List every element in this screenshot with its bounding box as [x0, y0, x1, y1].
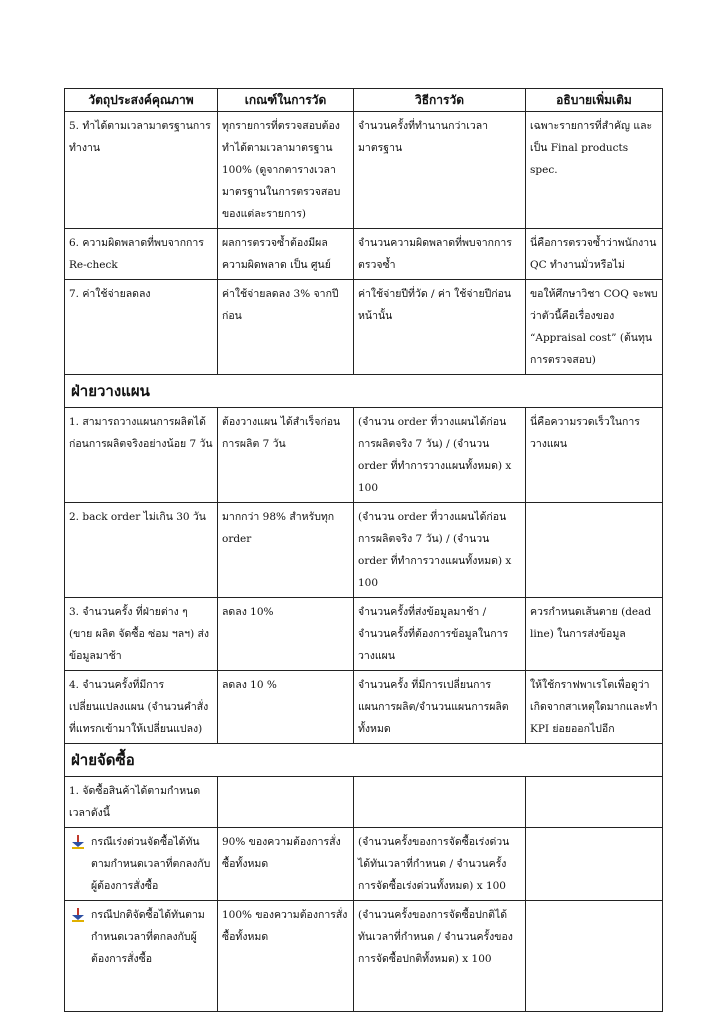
- cell-note: เฉพาะรายการที่สำคัญ และเป็น Final products spec.: [526, 112, 663, 229]
- cell-criteria: ลดลง 10%: [218, 598, 354, 671]
- table-row: [65, 503, 663, 598]
- cell-method: จำนวนความผิดพลาดที่พบจากการตรวจซ้ำ: [354, 229, 526, 280]
- bullet-arrow-icon: [71, 835, 85, 849]
- cell-method: จำนวนครั้ง ที่มีการเปลี่ยนการแผนการผลิต/จำนวนแผนการผลิตทั้งหมด: [354, 671, 526, 744]
- section-title-planning: ฝ่ายวางแผน: [65, 375, 663, 408]
- cell-method: [354, 777, 526, 828]
- section-row-planning: [65, 375, 663, 408]
- cell-method: ค่าใช้จ่ายปีที่วัด / ค่า ใช้จ่ายปีก่อนหน้านั้น: [354, 280, 526, 375]
- cell-note: ให้ใช้กราฟพาเรโตเพื่อดูว่าเกิดจากสาเหตุใดมากและทำ KPI ย่อยออกไปอีก: [526, 671, 663, 744]
- cell-criteria: [218, 777, 354, 828]
- cell-note: ควรกำหนดเส้นตาย (dead line) ในการส่งข้อมูล: [526, 598, 663, 671]
- table-row: [65, 112, 663, 229]
- cell-note: นี่คือความรวดเร็วในการวางแผน: [526, 408, 663, 503]
- cell-note: [526, 901, 663, 1012]
- cell-criteria: 100% ของความต้องการสั่งซื้อทั้งหมด: [218, 901, 354, 1012]
- header-method: วิธีการวัด: [354, 89, 526, 112]
- cell-method: จำนวนครั้งที่ทำนานกว่าเวลามาตรฐาน: [354, 112, 526, 229]
- cell-objective: 7. ค่าใช้จ่ายลดลง: [65, 280, 218, 375]
- cell-criteria: ต้องวางแผน ได้สำเร็จก่อนการผลิต 7 วัน: [218, 408, 354, 503]
- cell-objective: 5. ทำได้ตามเวลามาตรฐานการทำงาน: [65, 112, 218, 229]
- cell-objective: 1. จัดซื้อสินค้าได้ตามกำหนดเวลาดังนี้: [65, 777, 218, 828]
- cell-method: (จำนวน order ที่วางแผนได้ก่อนการผลิตจริง 7 วัน) / (จำนวน order ที่ทำการวางแผนทั้งหมด) x 100: [354, 503, 526, 598]
- cell-objective: 1. สามารถวางแผนการผลิตได้ก่อนการผลิตจริงอย่างน้อย 7 วัน: [65, 408, 218, 503]
- cell-objective: [65, 828, 218, 901]
- table-row: [65, 777, 663, 828]
- quality-objectives-table: [64, 88, 663, 1012]
- cell-criteria: ลดลง 10 %: [218, 671, 354, 744]
- cell-criteria: ค่าใช้จ่ายลดลง 3% จากปีก่อน: [218, 280, 354, 375]
- cell-note: [526, 503, 663, 598]
- objective-subitem: [69, 904, 213, 970]
- cell-criteria: ทุกรายการที่ตรวจสอบต้องทำได้ตามเวลามาตรฐาน 100% (ดูจากตารางเวลามาตรฐานในการตรวจสอบของแต่ละรายการ): [218, 112, 354, 229]
- objective-subitem: [69, 831, 213, 897]
- table-row: [65, 901, 663, 1012]
- header-note: อธิบายเพิ่มเติม: [526, 89, 663, 112]
- cell-note: ขอให้ศึกษาวิชา COQ จะพบว่าตัวนี้คือเรื่องของ “Appraisal cost” (ต้นทุนการตรวจสอบ): [526, 280, 663, 375]
- table-row: [65, 828, 663, 901]
- cell-note: [526, 777, 663, 828]
- section-title-purchasing: ฝ่ายจัดซื้อ: [65, 744, 663, 777]
- objective-subitem-text: กรณีปกติจัดซื้อได้ทันตามกำหนดเวลาที่ตกลงกับผู้ต้องการสั่งซื้อ: [91, 909, 205, 965]
- document-page: [64, 88, 662, 1012]
- table-row: [65, 408, 663, 503]
- table-row: [65, 280, 663, 375]
- bullet-arrow-icon: [71, 908, 85, 922]
- cell-criteria: ผลการตรวจซ้ำต้องมีผลความผิดพลาด เป็น ศูนย์: [218, 229, 354, 280]
- cell-criteria: 90% ของความต้องการสั่งซื้อทั้งหมด: [218, 828, 354, 901]
- cell-method: จำนวนครั้งที่ส่งข้อมูลมาช้า / จำนวนครั้งที่ต้องการข้อมูลในการวางแผน: [354, 598, 526, 671]
- table-header-row: [65, 89, 663, 112]
- cell-criteria: มากกว่า 98% สำหรับทุก order: [218, 503, 354, 598]
- cell-objective: 4. จำนวนครั้งที่มีการเปลี่ยนแปลงแผน (จำนวนคำสั่งที่แทรกเข้ามาให้เปลี่ยนแปลง): [65, 671, 218, 744]
- cell-method: (จำนวนครั้งของการจัดซื้อเร่งด่วนได้ทันเวลาที่กำหนด / จำนวนครั้งการจัดซื้อเร่งด่วนทั้งหมด) x 100: [354, 828, 526, 901]
- table-row: [65, 229, 663, 280]
- section-row-purchasing: [65, 744, 663, 777]
- cell-note: นี่คือการตรวจซ้ำว่าพนักงาน QC ทำงานมั่วหรือไม่: [526, 229, 663, 280]
- table-row: [65, 671, 663, 744]
- cell-objective: 6. ความผิดพลาดที่พบจากการ Re-check: [65, 229, 218, 280]
- objective-subitem-text: กรณีเร่งด่วนจัดซื้อได้ทันตามกำหนดเวลาที่ตกลงกับผู้ต้องการสั่งซื้อ: [91, 836, 211, 892]
- cell-method: (จำนวนครั้งของการจัดซื้อปกติได้ทันเวลาที่กำหนด / จำนวนครั้งของการจัดซื้อปกติทั้งหมด) x 100: [354, 901, 526, 1012]
- cell-note: [526, 828, 663, 901]
- cell-objective: [65, 901, 218, 1012]
- cell-objective: 2. back order ไม่เกิน 30 วัน: [65, 503, 218, 598]
- header-criteria: เกณฑ์ในการวัด: [218, 89, 354, 112]
- table-row: [65, 598, 663, 671]
- header-objective: วัตถุประสงค์คุณภาพ: [65, 89, 218, 112]
- cell-method: (จำนวน order ที่วางแผนได้ก่อนการผลิตจริง 7 วัน) / (จำนวน order ที่ทำการวางแผนทั้งหมด) x 100: [354, 408, 526, 503]
- cell-objective: 3. จำนวนครั้ง ที่ฝ่ายต่าง ๆ (ขาย ผลิต จัดซื้อ ซ่อม ฯลฯ) ส่งข้อมูลมาช้า: [65, 598, 218, 671]
